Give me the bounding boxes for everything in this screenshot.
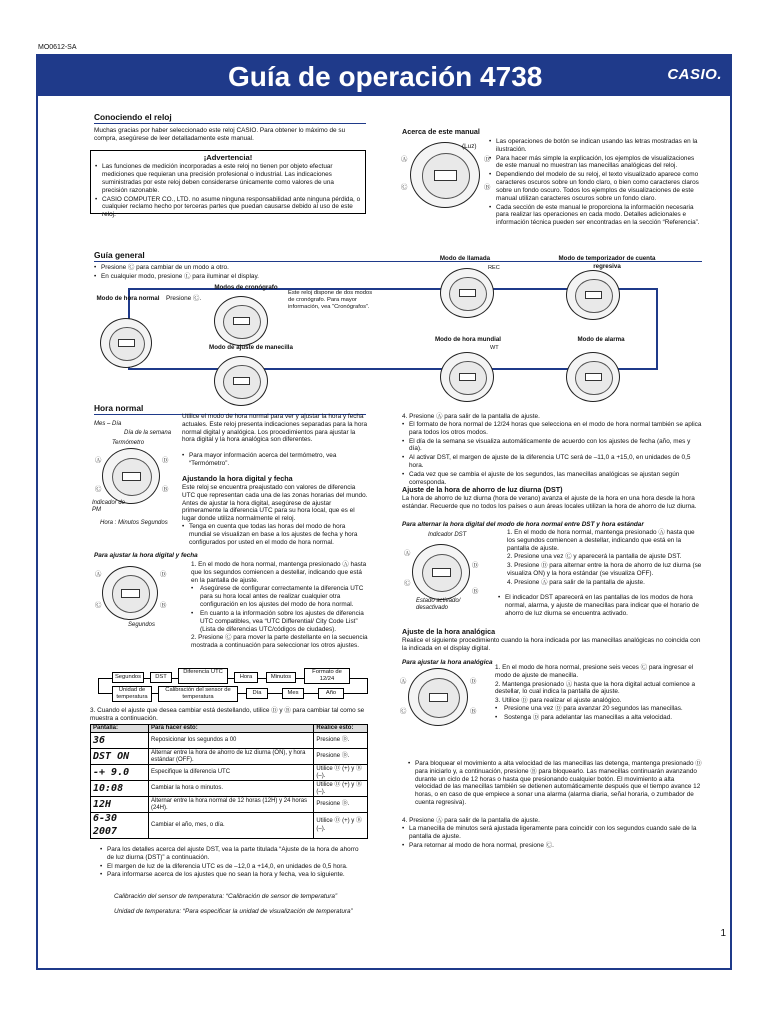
label-month-day: Mes – Día	[94, 421, 122, 427]
page-title: Guía de operación 4738	[228, 61, 543, 92]
dst-step: 4. Presione Ⓐ para salir de la pantalla de ajuste.	[507, 578, 645, 586]
label-pm: Indicador de PM	[92, 500, 126, 514]
flow-step: Mes	[282, 688, 304, 699]
title-bar	[38, 56, 730, 96]
general-item: • En cualquier modo, presione Ⓛ para iluminar el display.	[94, 273, 394, 281]
how-cell: Presione Ⓓ.	[314, 749, 368, 765]
how-cell: Utilice Ⓓ (+) y Ⓑ (–).	[314, 765, 368, 781]
button-a-label: Ⓐ	[401, 156, 408, 163]
button-a-label: Ⓐ	[95, 457, 102, 464]
table-row	[91, 733, 368, 749]
settings-table	[90, 724, 368, 839]
procedure-step-3: 3. Cuando el ajuste que desea cambiar está destellando, utilice Ⓓ y Ⓑ para cambiar tal como se muestra a continuación.	[90, 707, 365, 722]
mode-call-label: Modo de llamada	[439, 255, 491, 262]
about-item: • Para hacer más simple la explicación, los ejemplos de visualizaciones de este manual no muestran las manecillas analógicas del reloj.	[489, 155, 701, 171]
flow-step: Segundos	[112, 672, 144, 683]
mode-world-label: Modo de hora mundial	[435, 336, 501, 343]
dst-step: 1. En el modo de hora normal, mantenga presionado Ⓐ hasta que los segundos comiencen a destellar, indicando que está en la pantalla de ajuste.	[507, 529, 695, 552]
watch-timekeeping-detail	[102, 448, 160, 504]
flow-step: Formato de 12/24	[304, 668, 350, 684]
intro-text: Muchas gracias por haber seleccionado este reloj CASIO. Para obtener lo máximo de su compra, asegúrese de leer detalladamente este manual.	[94, 127, 346, 142]
watch-setting	[102, 566, 158, 620]
right-note: • El día de la semana se visualiza automáticamente de acuerdo con los ajustes de fecha (año, mes y día).	[402, 438, 702, 454]
button-d-label: Ⓓ	[160, 571, 167, 578]
section-heading-timekeeping: Hora normal	[94, 403, 366, 415]
lcd-cell: 6-30 2007	[91, 813, 149, 838]
mode-hand-label: Modo de ajuste de manecilla	[209, 344, 293, 351]
analog-heading: Ajuste de la hora analógica	[402, 627, 496, 636]
warning-box	[90, 150, 366, 219]
analog-note: • Para retornar al modo de hora normal, presione Ⓒ.	[402, 842, 702, 850]
analog-notes	[402, 825, 702, 850]
table-header: Pantalla:	[91, 725, 149, 733]
analog-step: 2. Mantenga presionado Ⓐ hasta que la hora digital actual comience a destellar, lo cual indica la pantalla de ajuste.	[495, 680, 696, 696]
timekeeping-note: • Para mayor información acerca del termómetro, vea “Termómetro”.	[182, 452, 368, 468]
adjust-body: Este reloj se encuentra preajustado con valores de diferencia UTC que representan cada una de las zonas horarias del mundo. Antes de ajustar la hora digital, asegúrese de ajustar primeramente la diferencia UTC para su hora local, que es el lugar donde utiliza normalmente el reloj.	[182, 484, 368, 523]
table-row	[91, 749, 368, 765]
step-4: 4. Presione Ⓐ para salir de la pantalla de ajuste.	[402, 413, 540, 420]
mode-stopwatch-label: Modos de cronógrafo	[214, 284, 278, 291]
analog-step: 3. Utilice Ⓓ para realizar el ajuste analógico. • Presione una vez Ⓓ para avanzar 20 segundos las manecillas. • Sostenga Ⓓ para adelantar las manecillas a alta velocidad.	[486, 697, 702, 721]
after-table-list	[100, 846, 366, 880]
button-c-label: Ⓒ	[404, 580, 411, 587]
dst-heading: Ajuste de la hora de ahorro de luz diurna (DST)	[402, 485, 563, 494]
timekeeping-intro: Utilice el modo de hora normal para ver y ajustar la hora y fecha actuales. Este reloj presenta indicaciones separadas para la hora normal digital y analógica. Los procedimientos para ajustar la hora digital y la hora analógica son diferentes.	[182, 413, 368, 444]
stopwatch-note: Este reloj dispone de dos modos de cronógrafo. Para mayor información, vea “Cronógrafos”.	[288, 290, 373, 311]
about-list	[489, 138, 701, 228]
about-item: • Las operaciones de botón se indican usando las letras mostradas en la ilustración.	[489, 138, 701, 154]
button-c-label: Ⓒ	[95, 486, 102, 493]
mode-timekeeping-label: Modo de hora normal	[96, 295, 160, 302]
action-cell: Alternar entre la hora normal de 12 horas (12H) y 24 horas (24H).	[149, 797, 314, 813]
adjust-heading: Ajustando la hora digital y fecha	[182, 474, 293, 483]
flow-step: Diferencia UTC	[178, 668, 228, 684]
analog-step: 1. En el modo de hora normal, presione seis veces Ⓒ para ingresar el modo de ajuste de manecilla.	[495, 664, 694, 679]
watch-stopwatch	[214, 296, 268, 346]
section-heading-intro: Conociendo el reloj	[94, 112, 366, 124]
about-item: • Dependiendo del modelo de su reloj, el texto visualizado aparece como caracteres oscuros sobre un fondo claro, o bien como caracteres claros sobre un fondo oscuro. Todos los ejemplos de visualizaciones de este manual utilizan caracteres oscuros sobre un fondo claro.	[489, 171, 701, 202]
timekeeping-intro-list	[182, 452, 368, 469]
table-header: Realice esto:	[314, 725, 368, 733]
page-number: 1	[720, 928, 726, 939]
button-a-label: Ⓐ	[95, 571, 102, 578]
general-item: • Presione Ⓒ para cambiar de un modo a otro.	[94, 264, 394, 272]
watch-alarm	[566, 352, 620, 402]
button-a-label: Ⓐ	[404, 550, 411, 557]
flow-connector	[98, 678, 99, 694]
flow-step: DST	[150, 672, 172, 683]
how-cell: Utilice Ⓓ (+) y Ⓑ (–).	[314, 781, 368, 797]
mode-alarm-label: Modo de alarma	[577, 336, 625, 343]
analog-step-4: 4. Presione Ⓐ para salir de la pantalla de ajuste.	[402, 817, 540, 824]
warning-item: • CASIO COMPUTER CO., LTD. no asume ninguna responsabilidad ante ninguna pérdida, o cualquier reclamo hecho por terceras partes que puedan causarse debido al uso de este reloj.	[95, 196, 361, 219]
watch-world	[440, 352, 494, 402]
action-cell: Cambiar la hora o minutos.	[149, 781, 314, 797]
button-b-label: Ⓑ	[484, 184, 491, 191]
flow-connector	[367, 678, 368, 694]
action-cell: Reposicionar los segundos a 00	[149, 733, 314, 749]
watch-timer	[566, 270, 620, 320]
right-note: • Al activar DST, el margen de ajuste de la diferencia UTC será de –11,0 a +15,0, en unidades de 0,5 hora.	[402, 454, 702, 470]
dst-step: 2. Presione una vez Ⓒ y aparecerá la pantalla de ajuste DST.	[507, 553, 682, 561]
button-d-label: Ⓓ	[162, 457, 169, 464]
flow-step: Año	[318, 688, 344, 699]
button-d-label: Ⓓ	[484, 156, 491, 163]
watch-timekeeping	[100, 318, 152, 368]
flow-step: Día	[246, 688, 268, 699]
table-row	[91, 813, 368, 838]
table-row	[91, 797, 368, 813]
flow-arrow-right	[656, 288, 658, 370]
document-code: MO0612-SA	[38, 44, 77, 51]
analog-body: Realice el siguiente procedimiento cuando la hora indicada por las manecillas analógicas no coincida con la indicada en el display digital.	[402, 637, 701, 652]
dst-steps	[498, 529, 702, 588]
button-c-label: Ⓒ	[401, 184, 408, 191]
right-note: • Cada vez que se cambia el ajuste de los segundos, las manecillas analógicas se ajustan según corresponda.	[402, 471, 702, 487]
analog-substep: • Sostenga Ⓓ para adelantar las manecillas a alta velocidad.	[495, 714, 702, 722]
lcd-cell: 10:08	[91, 781, 149, 797]
action-cell: Especifique la diferencia UTC	[149, 765, 314, 781]
warning-title: ¡Advertencia!	[203, 153, 253, 162]
analog-substep: • Presione una vez Ⓓ para avanzar 20 segundos las manecillas.	[495, 705, 702, 713]
dst-body: La hora de ahorro de luz diurna (hora de verano) avanza el ajuste de la hora en una hora desde la hora estándar. Recuerde que no todos los países o aun áreas locales utilizan la hora de ahorro de luz diurna.	[402, 495, 697, 510]
table-row	[91, 781, 368, 797]
watch-call	[440, 268, 494, 318]
after-table-item: • Para informarse acerca de los ajustes que no sean la hora y fecha, vea lo siguiente.	[100, 871, 366, 879]
adjust-note: • Tenga en cuenta que todas las horas del modo de hora mundial se visualizan en base a los ajustes de fecha y hora configurados por usted en el modo de hora normal.	[182, 523, 368, 546]
analog-note: • La manecilla de minutos será ajustada ligeramente para coincidir con los segundos cuando sale de la pantalla de ajuste.	[402, 825, 702, 841]
action-cell: Alternar entre la hora de ahorro de luz diurna (ON), y hora estándar (OFF).	[149, 749, 314, 765]
right-notes	[402, 421, 702, 488]
flow-step: Minutos	[266, 672, 296, 683]
button-b-label: Ⓑ	[472, 588, 479, 595]
dst-step: 3. Presione Ⓓ para alternar entre la hora de ahorro de luz diurna (se visualiza ON) y la hora estándar (se visualiza OFF).	[507, 562, 702, 578]
label-thermometer: Termómetro	[112, 440, 145, 446]
how-cell: Presione Ⓓ.	[314, 733, 368, 749]
warning-item: • Las funciones de medición incorporadas a este reloj no tienen por objeto efectuar mediciones que requieran una precisión profesional o industrial. Las indicaciones suministradas por este reloj deben considerarse únicamente como valores de una precisión razonable.	[95, 163, 361, 194]
step-note: • Asegúrese de configurar correctamente la diferencia UTC para su hora local antes de realizar cualquier otra configuración en los ajustes del modo de hora normal.	[191, 585, 368, 608]
watch-illustration	[410, 142, 480, 208]
brand-logo: CASIO.	[667, 66, 722, 83]
about-heading: Acerca de este manual	[402, 127, 480, 136]
analog-fast-list	[408, 760, 702, 808]
lcd-cell: 12H	[91, 797, 149, 813]
procedure-steps	[182, 561, 368, 651]
analog-steps	[486, 664, 702, 723]
wt-indicator: WT	[490, 345, 499, 351]
after-table-item: • El margen de luz de la diferencia UTC es de –12,0 a +14,0, en unidades de 0,5 hora.	[100, 863, 366, 871]
flow-step: Hora	[234, 672, 258, 683]
step-note: • En cuanto a la información sobre los ajustes de diferencia UTC compatibles, vea “UTC Differential/ City Code List” (Lista de diferencias UTC/códigos de ciudades).	[191, 610, 368, 633]
lcd-cell: -+ 9.0	[91, 765, 149, 781]
analog-procedure-heading: Para ajustar la hora analógica	[402, 659, 493, 666]
action-cell: Cambiar el año, mes, o día.	[149, 813, 314, 838]
about-item: • Cada sección de este manual le proporciona la información necesaria para realizar las operaciones en cada modo. Detalles adicionales e información técnica pueden ser encontradas en la sección “Referencia”.	[489, 204, 701, 227]
dst-note: • El indicador DST aparecerá en las pantallas de los modos de hora normal, alarma, y ajuste de manecillas para indicar que el horario de ahorro de luz diurna se encuentra activado.	[498, 594, 702, 617]
label-hour-min-sec: Hora : Minutos Segundos	[100, 520, 168, 526]
ref-unit: Unidad de temperatura: “Para especificar la unidad de visualización de temperatura”	[114, 908, 353, 915]
ref-calibration: Calibración del sensor de temperatura: “Calibración de sensor de temperatura”	[114, 893, 338, 900]
watch-analog	[408, 668, 468, 726]
button-c-label: Ⓒ	[400, 708, 407, 715]
watch-dst	[412, 544, 470, 600]
button-a-label: Ⓐ	[400, 678, 407, 685]
button-b-label: Ⓑ	[162, 486, 169, 493]
dst-note-list	[498, 594, 702, 618]
how-cell: Utilice Ⓓ (+) y Ⓑ (–).	[314, 813, 368, 838]
button-b-label: Ⓑ	[470, 708, 477, 715]
section-heading-general: Guía general	[94, 250, 702, 262]
after-table-item: • Para los detalles acerca del ajuste DST, vea la parte titulada “Ajuste de la hora de ahorro de luz diurna (DST)” a continuación.	[100, 846, 366, 862]
right-note: • El formato de hora normal de 12/24 horas que selecciona en el modo de hora normal también se aplica para todos los otros modos.	[402, 421, 702, 437]
label-weekday: Día de la semana	[124, 430, 172, 436]
dst-procedure-heading: Para alternar la hora digital del modo de hora normal entre DST y hora estándar	[402, 521, 644, 528]
light-label: (Luz)	[462, 143, 477, 150]
adjust-note-list	[182, 523, 368, 547]
button-b-label: Ⓑ	[160, 602, 167, 609]
label-on-off: Estado activado/ desactivado	[416, 598, 461, 612]
procedure-heading: Para ajustar la hora digital y fecha	[94, 552, 198, 559]
watch-hand-setting	[214, 356, 268, 406]
flow-step: Unidad de temperatura	[112, 686, 152, 702]
lcd-cell: 36	[91, 733, 149, 749]
button-d-label: Ⓓ	[472, 562, 479, 569]
mode-timer-label: Modo de temporizador de cuenta regresiva	[558, 255, 656, 270]
general-list	[94, 264, 394, 282]
procedure-step: 2. Presione Ⓒ para mover la parte destellante en la secuencia mostrada a continuación para seleccionar los otros ajustes.	[191, 634, 368, 650]
table-row	[91, 765, 368, 781]
button-d-label: Ⓓ	[470, 678, 477, 685]
rec-indicator: REC	[488, 265, 500, 271]
flow-step: Calibración del sensor de temperatura	[158, 686, 238, 702]
button-c-label: Ⓒ	[95, 602, 102, 609]
how-cell: Presione Ⓓ.	[314, 797, 368, 813]
table-header: Para hacer esto:	[149, 725, 314, 733]
analog-fast-note: • Para bloquear el movimiento a alta velocidad de las manecillas las detenga, mantenga presionado Ⓓ para iniciarlo y, a continuación, presione Ⓑ para bloquearlo. Las manecillas continuarán avanzando durante un ciclo de 12 horas o hasta que presionando cualquier botón. El movimiento a alta velocidad de las manecillas también se detienen automáticamente después que el tiempo avance 12 horas, o en caso de que empiece a sonar una alarma (alarma diaria, señal horaria, o zumbador de cuenta regresiva).	[408, 760, 702, 807]
procedure-step: 1. En el modo de hora normal, mantenga presionado Ⓐ hasta que los segundos comiencen a destellar, indicando que está en la pantalla de ajuste. • Asegúrese de configurar correctamente la diferencia UTC para su hora local antes de realizar cualquier otra configuración en los ajustes del modo de hora normal. • En cuanto a la información sobre los ajustes de diferencia UTC compatibles, vea “UTC Differential/ City Code List” (Lista de diferencias UTC/códigos de ciudades).	[182, 561, 368, 633]
label-seconds: Segundos	[128, 622, 156, 628]
lcd-cell: DST ON	[91, 749, 149, 765]
press-c-label: Presione Ⓒ.	[166, 295, 202, 302]
label-dst-indicator: Indicador DST	[428, 532, 467, 538]
